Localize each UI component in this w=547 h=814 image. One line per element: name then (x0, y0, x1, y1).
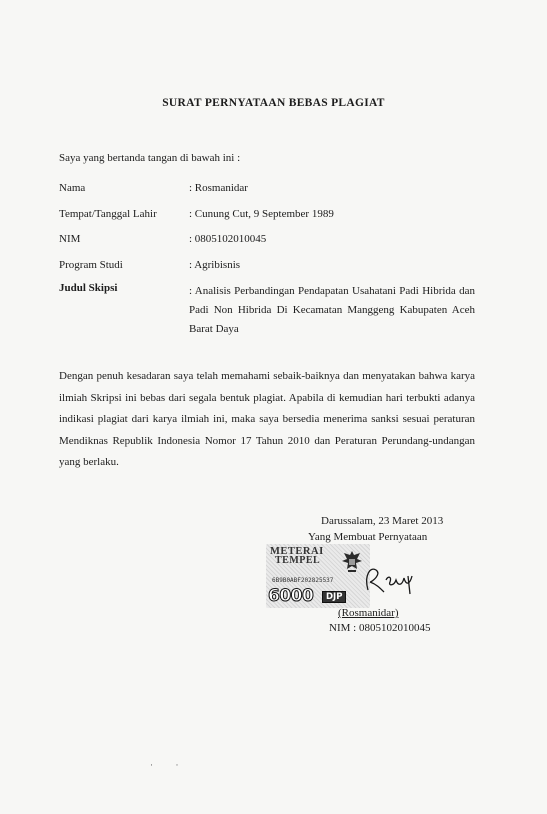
signer-name: (Rosmanidar) (338, 607, 399, 619)
stamp-serial: 6B9B0ABF202825537 (272, 577, 334, 584)
signer-role: Yang Membuat Pernyataan (308, 531, 428, 543)
signer-nim: NIM : 0805102010045 (329, 622, 431, 634)
field-label: Program Studi (59, 259, 123, 271)
stamp-denomination: 6000 (268, 586, 314, 606)
meterai-stamp (266, 544, 370, 608)
statement-paragraph: Dengan penuh kesadaran saya telah memahami sebaik-baiknya dan menyatakan bahwa karya ilmiah Skripsi ini bebas dari segala bentuk plagiat. Apabila di kemudian hari terbukti adanya indikasi plagiat dari karya ilmiah ini, maka saya bersedia menerima sanksi sesuai peraturan Mendiknas Republik Indonesia Nomor 17 Tahun 2010 dan Peraturan Perundang-undangan yang berlaku. (59, 370, 475, 468)
stamp-issuer: DJP (322, 591, 346, 603)
place-date: Darussalam, 23 Maret 2013 (321, 515, 444, 527)
intro-text: Saya yang bertanda tangan di bawah ini : (59, 152, 241, 164)
stamp-line-2: TEMPEL (275, 555, 321, 566)
scan-specks: · · (150, 760, 179, 770)
field-label: NIM (59, 233, 81, 245)
field-value: : 0805102010045 (189, 233, 267, 245)
stamp-line-1: METERAI (270, 546, 324, 557)
field-value: : Rosmanidar (189, 182, 248, 194)
field-label: Tempat/Tanggal Lahir (59, 208, 157, 220)
field-label: Nama (59, 182, 86, 194)
document-title: SURAT PERNYATAAN BEBAS PLAGIAT (162, 97, 385, 109)
field-label: Judul Skipsi (59, 282, 118, 294)
field-value: : Agribisnis (189, 259, 241, 271)
field-value: : Cunung Cut, 9 September 1989 (189, 208, 334, 220)
handwritten-signature (360, 562, 420, 596)
field-value: : Analisis Perbandingan Pendapatan Usahatani Padi Hibrida dan Padi Non Hibrida Di Kecamatan Manggeng Kabupaten Aceh Barat Daya (189, 285, 475, 335)
